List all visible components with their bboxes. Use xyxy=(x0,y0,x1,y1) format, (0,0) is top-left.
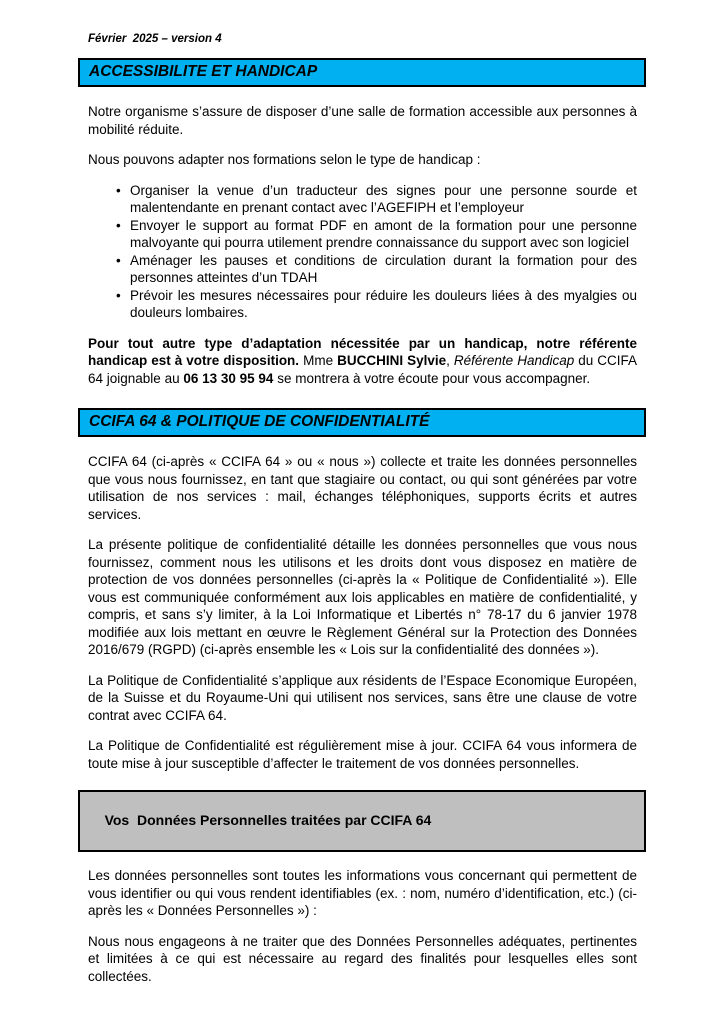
paragraph-policy-update: La Politique de Confidentialité est régulièrement mise à jour. CCIFA 64 vous informera de toute mise à jour susceptible d’affecter le traitement de vos données personnelles. xyxy=(88,738,637,771)
bullet-item xyxy=(88,217,637,252)
paragraph-personal-data-definition: Les données personnelles sont toutes les informations vous concernant qui permettent de vous identifier ou qui vous rendent identifiables (ex. : nom, numéro d’identification, etc.) (ci-après les « Données Personnelles ») : xyxy=(88,868,637,918)
referent-end: se montrera à votre écoute pour vous accompagner. xyxy=(273,370,591,386)
bullet-item xyxy=(88,287,637,322)
personal-data-subsection-title: Vos Données Personnelles traitées par CCIFA 64 xyxy=(104,812,432,828)
paragraph-data-collect: CCIFA 64 (ci-après « CCIFA 64 » ou « nous ») collecte et traite les données personnelles que vous nous fournissez, en tant que stagiaire ou contact, ou qui sont générées par votre utilisation de nos services : mail, échanges téléphoniques, supports écrits et autres services. xyxy=(88,454,637,522)
referent-mme: Mme xyxy=(303,353,338,368)
paragraph-referent-handicap xyxy=(88,335,637,388)
paragraph-policy-scope: La Politique de Confidentialité s’applique aux résidents de l’Espace Economique Européen, de la Suisse et du Royaume-Uni qui utilisent nos services, sans être une clause de votre contrat avec CCIFA 64. xyxy=(88,672,637,723)
paragraph-adapt-intro: Nous pouvons adapter nos formations selon le type de handicap : xyxy=(88,152,481,167)
accessibility-section-banner xyxy=(78,58,646,87)
paragraph-data-commitment: Nous nous engageons à ne traiter que des Données Personnelles adéquates, pertinentes et limitées à ce qui est nécessaire au regard des finalités pour lesquelles elles sont collectées. xyxy=(88,933,637,984)
paragraph-accessible-room: Notre organisme s’assure de disposer d’une salle de formation accessible aux personnes à mobilité réduite. xyxy=(88,104,637,137)
handicap-bullet-list xyxy=(88,182,637,322)
bullet-icon: • xyxy=(116,217,121,233)
accessibility-section-title: ACCESSIBILITE ET HANDICAP xyxy=(89,63,318,80)
bullet-item-text: Organiser la venue d’un traducteur des signes pour une personne sourde et malentendante en prenant contact avec l’AGEFIPH et l’employeur xyxy=(130,182,637,215)
bullet-icon: • xyxy=(116,252,121,268)
confidentiality-section-banner xyxy=(78,408,646,437)
paragraph-policy-detail: La présente politique de confidentialité détaille les données personnelles que vous nous fournissez, comment nous les utilisons et les droits dont vous disposez en matière de protection de vos données personnelles (ci-après la « Politique de Confidentialité »). Elle vous est communiquée conformément aux lois applicables en matière de confidentialité, y compris, et sans s’y limiter, à la Loi Informatique et Libertés n° 78-17 du 6 janvier 1978 modifiée aux lois mettant en œuvre le Règlement Général sur la Protection des Données 2016/679 (RGPD) (ci-après ensemble les « Lois sur la confidentialité des données »). xyxy=(88,537,637,657)
bullet-item-text: Prévoir les mesures nécessaires pour réduire les douleurs liées à des myalgies ou douleurs lombaires. xyxy=(130,287,637,320)
confidentiality-section-title: CCIFA 64 & POLITIQUE DE CONFIDENTIALITÉ xyxy=(89,413,430,430)
referent-lead-bold: Pour tout autre type d’adaptation nécessitée par un handicap, notre référente handicap est à votre disposition. xyxy=(88,335,637,368)
bullet-icon: • xyxy=(116,287,121,303)
referent-mid: du CCIFA 64 joignable au xyxy=(88,353,638,386)
personal-data-subsection-banner xyxy=(78,790,646,852)
version-line: Février 2025 – version 4 xyxy=(88,33,222,45)
referent-comma: , xyxy=(446,353,454,368)
bullet-item-text: Aménager les pauses et conditions de circulation durant la formation pour des personnes atteintes d’un TDAH xyxy=(130,252,637,285)
bullet-item xyxy=(88,252,637,287)
referent-phone: 06 13 30 95 94 xyxy=(183,370,274,386)
referent-role: Référente Handicap xyxy=(453,353,575,368)
bullet-item-text: Envoyer le support au format PDF en amont de la formation pour une personne malvoyante qui pourra utilement prendre connaissance du support avec son logiciel xyxy=(130,217,637,250)
referent-name: BUCCHINI Sylvie xyxy=(337,353,447,368)
bullet-icon: • xyxy=(116,182,121,198)
bullet-item xyxy=(88,182,637,217)
